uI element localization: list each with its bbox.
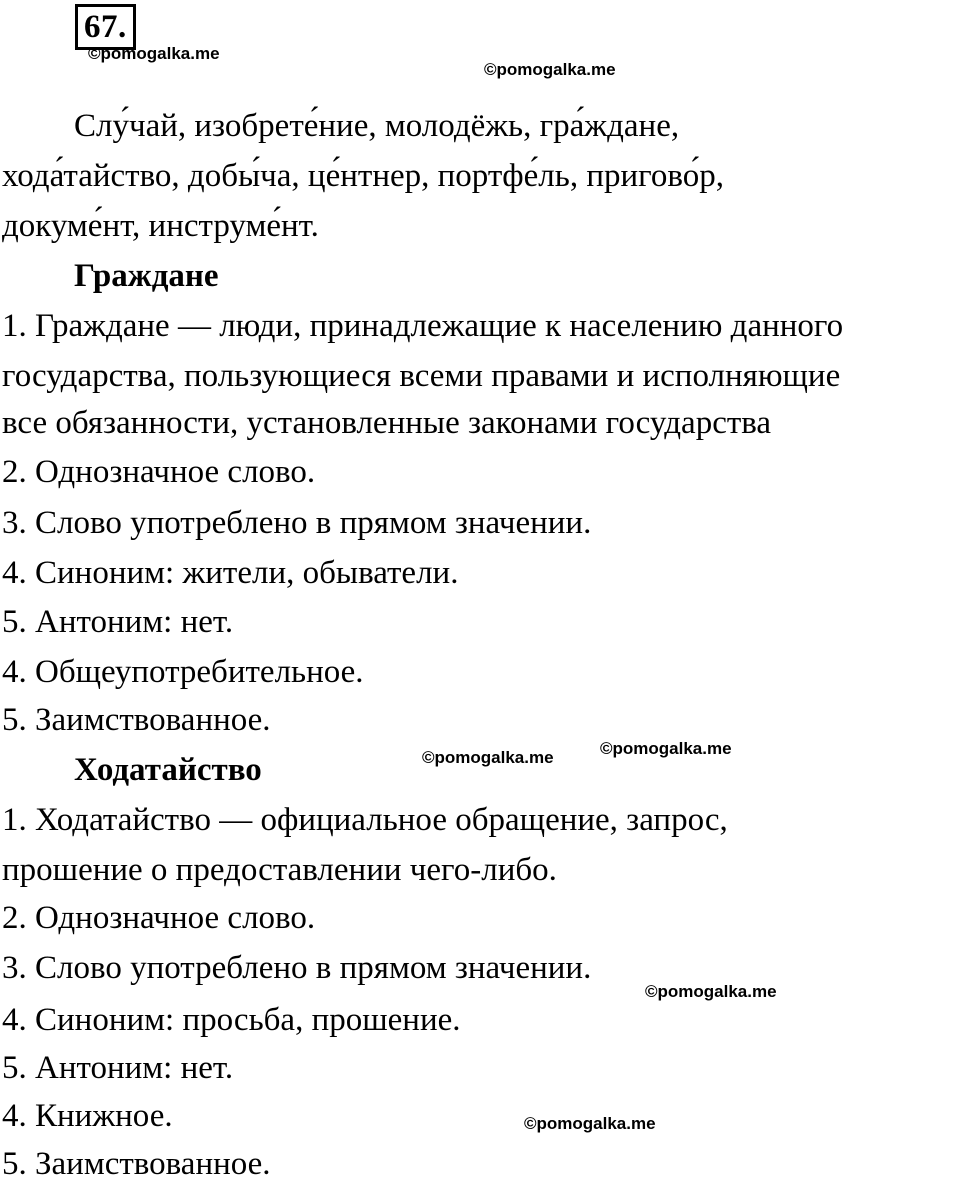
section-line: 4. Синоним: жители, обыватели. — [2, 555, 459, 591]
section-line: 2. Однозначное слово. — [2, 900, 316, 936]
section-line: 1. Ходатайство — официальное обращение, запрос, — [2, 802, 728, 838]
section-line: 1. Граждане — люди, принадлежащие к населению данного — [2, 308, 844, 344]
section-line: 5. Антоним: нет. — [2, 604, 234, 640]
section-line: 3. Слово употреблено в прямом значении. — [2, 505, 592, 541]
section-heading-khodataystvo: Ходатайство — [74, 752, 262, 788]
section-line: 2. Однозначное слово. — [2, 454, 316, 490]
section-line: прошение о предоставлении чего-либо. — [2, 852, 557, 888]
task-number-box: 67. — [75, 4, 136, 50]
watermark: ©pomogalka.me — [524, 1114, 656, 1133]
section-line: 4. Общеупотребительное. — [2, 654, 364, 690]
section-line: 5. Антоним: нет. — [2, 1050, 234, 1086]
watermark: ©pomogalka.me — [600, 739, 732, 758]
section-line: 5. Заимствованное. — [2, 702, 271, 738]
watermark: ©pomogalka.me — [88, 44, 220, 63]
section-line: государства, пользующиеся всеми правами и исполняющие — [2, 358, 841, 394]
section-line: все обязанности, установленные законами государства — [2, 405, 772, 441]
section-line: 4. Синоним: просьба, прошение. — [2, 1002, 461, 1038]
watermark: ©pomogalka.me — [484, 60, 616, 79]
intro-line: хода́тайство, добы́ча, це́нтнер, портфе́ль, пригово́р, — [2, 158, 724, 194]
section-line: 4. Книжное. — [2, 1098, 173, 1134]
section-line: 3. Слово употреблено в прямом значении. — [2, 950, 592, 986]
section-heading-grazhdane: Граждане — [74, 258, 219, 294]
watermark: ©pomogalka.me — [645, 982, 777, 1001]
section-line: 5. Заимствованное. — [2, 1146, 271, 1182]
watermark: ©pomogalka.me — [422, 748, 554, 767]
intro-line: Слу́чай, изобрете́ние, молодёжь, гра́ждане, — [74, 108, 680, 144]
intro-line: докуме́нт, инструме́нт. — [2, 208, 319, 244]
